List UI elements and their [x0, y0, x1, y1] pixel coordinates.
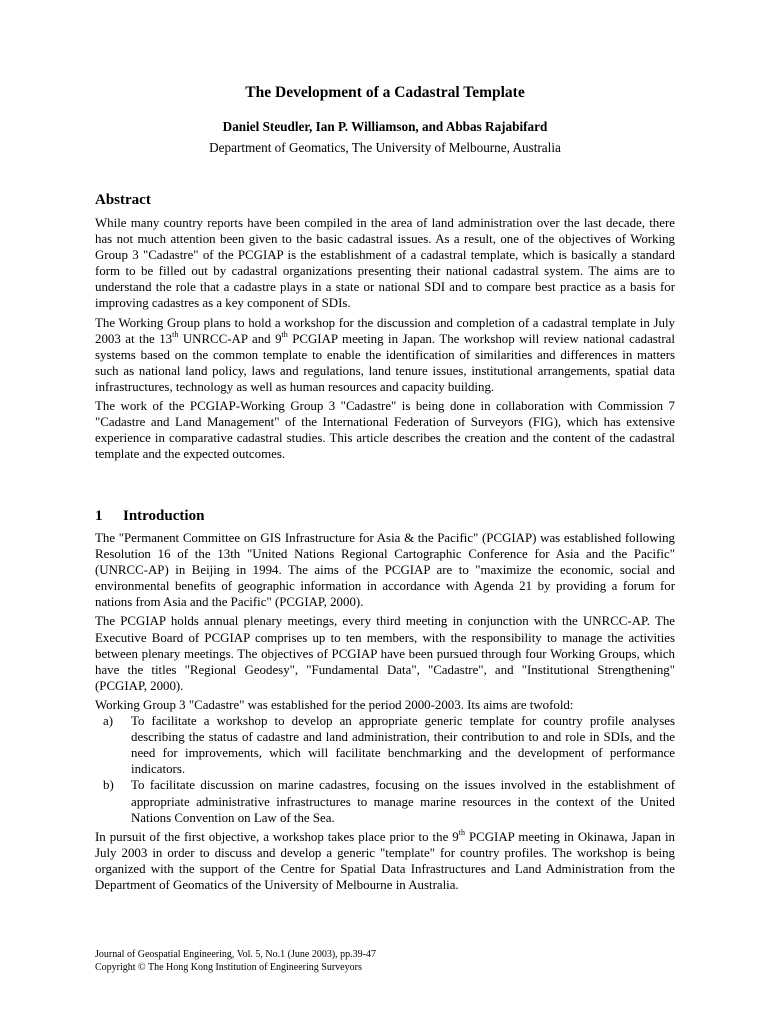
aims-list — [95, 713, 675, 826]
section-title: Introduction — [123, 508, 205, 524]
page-footer — [95, 948, 376, 974]
intro-p4-text-a: In pursuit of the first objective, a workshop takes place prior to the 9 — [95, 829, 459, 844]
abstract-p2-text-c: PCGIAP meeting in Japan. The workshop will review national cadastral systems based on the common template to enable the identification of similarities and differences in matters such as national land policy, laws and regulations, land tenure issues, institutional arrangements, spatial data infrastructures, technology as well as human resources and capacity building. — [95, 331, 675, 394]
author-list: Daniel Steudler, Ian P. Williamson, and Abbas Rajabifard — [222, 119, 548, 134]
list-item — [95, 713, 675, 777]
superscript-th: th — [281, 329, 288, 339]
intro-paragraph-1: The "Permanent Committee on GIS Infrastructure for Asia & the Pacific" (PCGIAP) was established following Resolution 16 of the 13th "United Nations Regional Cartographic Conference for Asia and the Pacific" (UNRCC-AP) in Beijing in 1994. The aims of the PCGIAP are to "maximize the economic, social and environmental benefits of geographic information in accordance with Agenda 21 by providing a forum for nations from Asia and the Pacific" (PCGIAP, 2000). — [95, 531, 675, 610]
list-item-text: To facilitate a workshop to develop an appropriate generic template for country profile analyses describing the status of cadastre and land administration, their contribution to and role in SDIs, and the need for improvements, which will facilitate benchmarking and the development of performance indicators. — [131, 714, 675, 777]
paper-title: The Development of a Cadastral Template — [245, 84, 525, 101]
intro-p4-text-b: PCGIAP meeting in Okinawa, Japan in July 2003 in order to discuss and develop a generic "template" for country profiles. The workshop is being organized with the support of the Centre for Spatial Data Infrastructures and Land Administration from the Department of Geomatics of the University of Melbourne in Australia. — [95, 829, 675, 892]
abstract-paragraph-2 — [95, 315, 675, 395]
list-item-text: To facilitate discussion on marine cadastres, focusing on the issues involved in the establishment of appropriate administrative infrastructures to manage marine resources in the context of the United Nations Convention on Law of the Sea. — [131, 778, 675, 825]
intro-paragraph-2: The PCGIAP holds annual plenary meetings, every third meeting in conjunction with the UNRCC-AP. The Executive Board of PCGIAP comprises up to ten members, with the responsibility to manage the activities between plenary meetings. The objectives of PCGIAP have been pursued through four Working Groups, which have the titles "Regional Geodesy", "Fundamental Data", "Cadastre", and "Institutional Strengthening" (PCGIAP, 2000). — [95, 614, 675, 693]
affiliation: Department of Geomatics, The University of Melbourne, Australia — [209, 140, 561, 155]
section-number: 1 — [95, 508, 103, 524]
abstract-paragraph-3: The work of the PCGIAP-Working Group 3 "Cadastre" is being done in collaboration with Commission 7 "Cadastre and Land Management" of the International Federation of Surveyors (FIG), which has extensive experience in comparative cadastral studies. This article describes the creation and the content of the cadastral template and the expected outcomes. — [95, 399, 675, 462]
copyright-notice: Copyright © The Hong Kong Institution of Engineering Surveyors — [95, 962, 362, 973]
intro-paragraph-3: Working Group 3 "Cadastre" was established for the period 2000-2003. Its aims are twofold: — [95, 697, 574, 712]
abstract-paragraph-1: While many country reports have been compiled in the area of land administration over the last decade, there has not much attention been given to the basic cadastral issues. As a result, one of the objectives of Working Group 3 "Cadastre" of the PCGIAP is the establishment of a cadastral template, which is basically a standard form to be filled out by cadastral organizations presenting their national cadastral system. The aims are to understand the role that a cadastre plays in a state or national SDI and to compare best practice as a basis for improving cadastres as a key component of SDIs. — [95, 216, 675, 311]
list-marker: b) — [103, 778, 114, 793]
abstract-p2-text-a: The Working Group plans to hold a workshop for the discussion and completion of a cadastral template in July 2003 at the 13 — [95, 315, 675, 346]
list-marker: a) — [103, 714, 114, 729]
superscript-th: th — [172, 329, 179, 339]
list-item — [95, 777, 675, 825]
section-heading-introduction — [95, 508, 204, 525]
abstract-p2-text-b: UNRCC-AP and 9 — [178, 331, 282, 346]
journal-citation: Journal of Geospatial Engineering, Vol. 5, No.1 (June 2003), pp.39-47 — [95, 949, 376, 960]
intro-paragraph-4 — [95, 829, 675, 893]
superscript-th: th — [458, 827, 465, 837]
abstract-heading: Abstract — [95, 192, 151, 208]
introduction-body — [95, 530, 675, 896]
abstract-body — [95, 215, 675, 465]
